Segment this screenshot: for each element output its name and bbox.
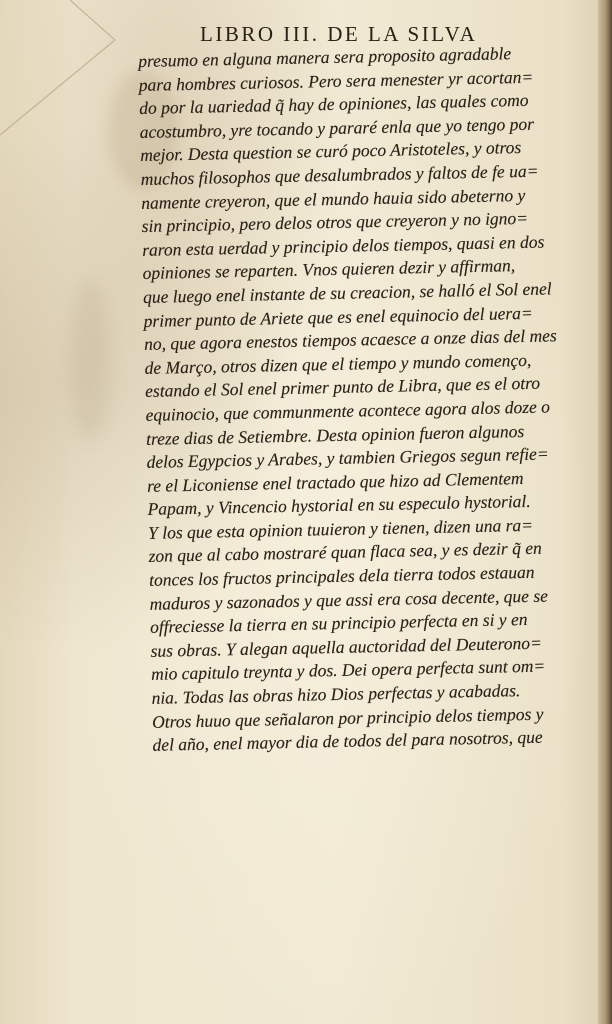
text-line: estando el Sol enel primer punto de Libra, que es el otro bbox=[144, 372, 541, 402]
text-line: raron esta uerdad y principio delos tiempos, quasi en dos bbox=[141, 231, 545, 260]
text-line: mejor. Desta question se curó poco Aristoteles, y otros bbox=[139, 137, 522, 166]
text-line: acostumbro, yre tocando y pararé enla que yo tengo por bbox=[139, 113, 535, 142]
text-line: del año, enel mayor dia de todos del para nosotros, que bbox=[152, 726, 543, 756]
text-line: do por la uariedad q̃ hay de opiniones, las quales como bbox=[139, 90, 529, 119]
text-line: sus obras. Y alegan aquella auctoridad del Deuterono= bbox=[150, 632, 542, 661]
text-line: sin principio, pero delos otros que creyeron y no igno= bbox=[141, 208, 529, 237]
text-line: re el Liconiense enel tractado que hizo ad Clementem bbox=[146, 467, 524, 496]
text-line: mio capitulo treynta y dos. Dei opera perfecta sunt om= bbox=[150, 656, 546, 685]
paper-crease bbox=[0, 0, 120, 140]
text-line: muchos filosophos que desalumbrados y faltos de fe ua= bbox=[140, 160, 539, 189]
text-line: nia. Todas las obras hizo Dios perfectas y acabadas. bbox=[151, 680, 521, 708]
text-line: treze dias de Setiembre. Desta opinion fueron algunos bbox=[145, 420, 525, 449]
text-line: que luego enel instante de su creacion, se halló el Sol enel bbox=[142, 278, 552, 307]
text-line: equinocio, que communmente acontece agora alos doze o bbox=[145, 396, 551, 425]
text-line: namente creyeron, que el mundo hauia sido abeterno y bbox=[140, 184, 526, 213]
text-line: Papam, y Vincencio hystorial en su especulo hystorial. bbox=[147, 491, 531, 520]
paper-stain bbox=[70, 280, 110, 440]
text-line: delos Egypcios y Arabes, y tambien Griegos segun refie= bbox=[146, 443, 549, 473]
binding-gutter bbox=[598, 0, 612, 1024]
text-line: tonces los fructos principales dela tierra todos estauan bbox=[148, 561, 535, 590]
body-text bbox=[138, 41, 603, 758]
text-line: maduros y sazonados y que assi era cosa decente, que se bbox=[149, 585, 549, 614]
text-line: opiniones se reparten. Vnos quieren dezir y affirman, bbox=[142, 255, 516, 284]
text-line: offreciesse la tierra en su principio perfecta en si y en bbox=[149, 609, 528, 638]
text-line: presumo en alguna manera sera proposito agradable bbox=[138, 43, 512, 71]
text-line: de Março, otros dizen que el tiempo y mundo començo, bbox=[144, 349, 532, 378]
text-line: no, que agora enestos tiempos acaesce a onze dias del mes bbox=[143, 325, 557, 355]
running-head: LIBRO III. DE LA SILVA bbox=[200, 22, 478, 46]
text-line: Otros huuo que señalaron por principio delos tiempos y bbox=[151, 703, 544, 732]
text-line: primer punto de Ariete que es enel equinocio del uera= bbox=[143, 302, 533, 331]
text-line: Y los que esta opinion tuuieron y tienen, dizen una ra= bbox=[147, 514, 534, 543]
text-line: para hombres curiosos. Pero sera menester yr acortan= bbox=[138, 66, 534, 95]
text-line: zon que al cabo mostraré quan flaca sea, y es dezir q̃ en bbox=[148, 538, 542, 567]
